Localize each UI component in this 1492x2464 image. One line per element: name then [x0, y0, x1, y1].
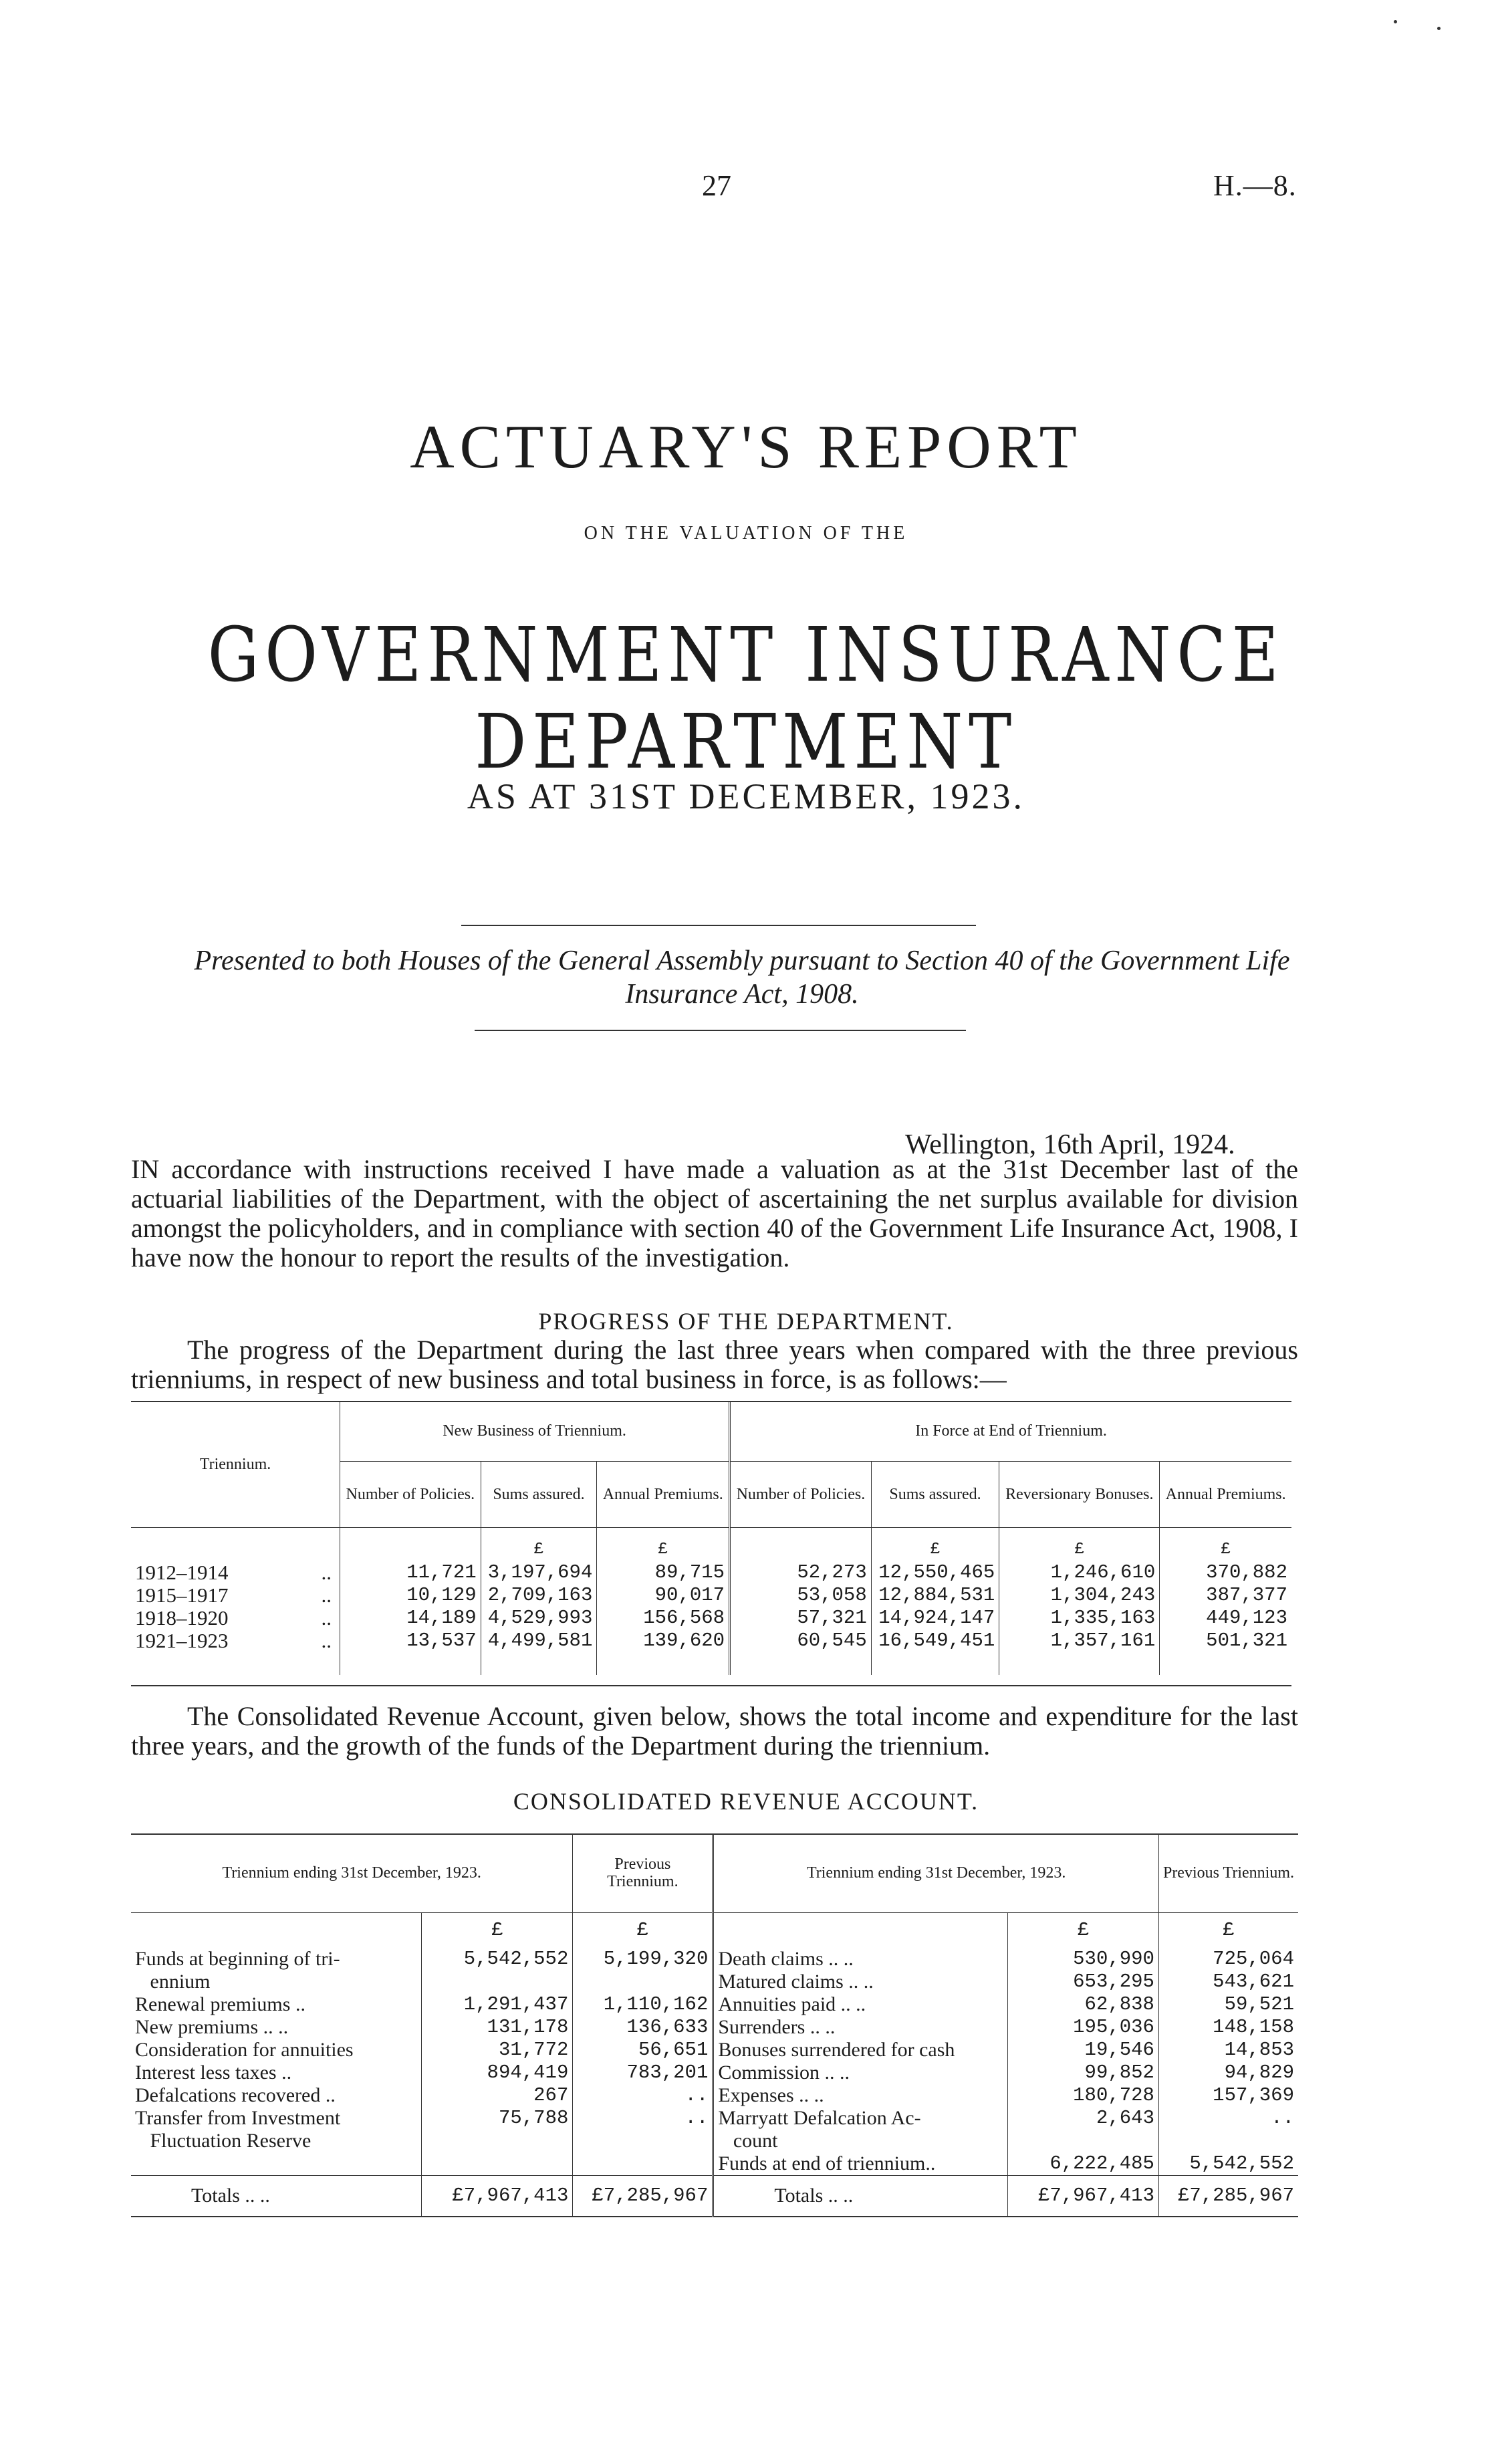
expenditure-header: Triennium ending 31st December, 1923. — [713, 1833, 1159, 1913]
table-cell: 3,197,694 — [481, 1561, 597, 1584]
total-income-current: £7,967,413 — [422, 2176, 573, 2217]
list-item: 31,772 — [498, 2039, 569, 2061]
new-business-header: New Business of Triennium. — [340, 1401, 730, 1462]
table-cell: 2,709,163 — [481, 1584, 597, 1607]
table-cell: 139,620 — [597, 1630, 730, 1652]
income-labels — [135, 1948, 417, 2152]
list-item: 267 — [533, 2084, 569, 2106]
list-item: Expenses .. .. — [718, 2084, 824, 2106]
list-item: 99,852 — [1084, 2061, 1154, 2084]
divider — [461, 925, 976, 926]
table-cell: 370,882 — [1160, 1561, 1291, 1584]
column-header: Sums assured. — [871, 1462, 999, 1528]
list-item: 180,728 — [1073, 2084, 1154, 2106]
document-reference: H.—8. — [1213, 169, 1297, 202]
list-item: Annuities paid .. .. — [718, 1993, 866, 2015]
list-item: 195,036 — [1073, 2016, 1154, 2038]
list-item: 783,201 — [626, 2061, 709, 2084]
list-item: 6,222,485 — [1049, 2152, 1154, 2174]
list-item: 131,178 — [487, 2016, 569, 2038]
list-item: .. — [1271, 2107, 1294, 2129]
department-title: GOVERNMENT INSURANCE DEPARTMENT — [207, 612, 1285, 786]
total-income-previous: £7,285,967 — [573, 2176, 713, 2217]
totals-row — [131, 2176, 1298, 2217]
table-cell: 14,924,147 — [871, 1607, 999, 1630]
leader-dots: .. — [321, 1629, 332, 1652]
list-item: Interest less taxes .. — [135, 2061, 292, 2084]
list-item: 56,651 — [638, 2039, 709, 2061]
list-item: Death claims .. .. — [718, 1948, 854, 1970]
table-cell: 57,321 — [730, 1607, 872, 1630]
list-item: 19,546 — [1084, 2039, 1154, 2061]
list-item: Marryatt Defalcation Ac- — [718, 2107, 921, 2129]
valuation-date: AS AT 31ST DECEMBER, 1923. — [467, 776, 1025, 816]
list-item: 653,295 — [1073, 1971, 1154, 1993]
table-cell: 1,304,243 — [999, 1584, 1160, 1607]
table-cell: 10,129 — [340, 1584, 481, 1607]
list-item: Renewal premiums .. — [135, 1993, 305, 2015]
list-item: 5,542,552 — [463, 1948, 569, 1970]
list-item: Matured claims .. .. — [718, 1971, 874, 1993]
column-header: Number of Policies. — [730, 1462, 872, 1528]
list-item: Consideration for annuities — [135, 2039, 354, 2061]
divider — [475, 1030, 966, 1031]
currency-label: £ — [491, 1919, 503, 1941]
list-item: 157,369 — [1213, 2084, 1294, 2106]
scan-speck — [1437, 27, 1441, 30]
list-item: 725,064 — [1213, 1948, 1294, 1970]
column-header: Sums assured. — [481, 1462, 597, 1528]
progress-table — [131, 1401, 1291, 1675]
list-item: 1,110,162 — [603, 1993, 709, 2015]
currency-label: £ — [1077, 1919, 1090, 1941]
totals-label: Totals .. .. — [713, 2176, 1008, 2217]
list-item — [1012, 2130, 1154, 2152]
list-item: 75,788 — [498, 2107, 569, 2129]
list-item — [577, 1971, 708, 1993]
list-item: 530,990 — [1073, 1948, 1154, 1970]
table-row — [131, 1561, 1291, 1584]
period-label: 1915–1917 — [135, 1583, 229, 1607]
leader-dots: .. — [321, 1606, 332, 1630]
list-item: .. — [685, 2107, 709, 2129]
column-header: Annual Premiums. — [1160, 1462, 1291, 1528]
progress-paragraph: The progress of the Department during the last three years when compared with the three previous trienniums, in respect of new business and total business in force, is as follows:— — [131, 1335, 1298, 1394]
list-item: 148,158 — [1213, 2016, 1294, 2038]
currency-label: £ — [1223, 1919, 1235, 1941]
total-expenditure-previous: £7,285,967 — [1158, 2176, 1298, 2217]
column-header: Reversionary Bonuses. — [999, 1462, 1160, 1528]
table-row — [131, 1584, 1291, 1607]
unit-label — [340, 1528, 481, 1562]
list-item: 1,291,437 — [463, 1993, 569, 2015]
list-item — [426, 1971, 568, 1993]
list-item: 5,542,552 — [1189, 2152, 1294, 2174]
report-subtitle: ON THE VALUATION OF THE — [584, 523, 908, 544]
period-label: 1918–1920 — [135, 1606, 229, 1630]
leader-dots: .. — [321, 1583, 332, 1607]
list-item: Funds at beginning of tri- — [135, 1948, 340, 1970]
list-item: .. — [685, 2084, 709, 2106]
table-cell: 12,884,531 — [871, 1584, 999, 1607]
list-item: 14,853 — [1224, 2039, 1294, 2061]
unit-label: £ — [597, 1528, 730, 1562]
list-item — [577, 2130, 708, 2152]
unit-label: £ — [871, 1528, 999, 1562]
in-force-header: In Force at End of Triennium. — [730, 1401, 1291, 1462]
column-header: Number of Policies. — [340, 1462, 481, 1528]
previous-header: Previous Triennium. — [573, 1833, 713, 1913]
page-number: 27 — [702, 169, 731, 202]
scan-speck — [1394, 20, 1397, 23]
list-item: ennium — [135, 1971, 211, 1993]
progress-heading: PROGRESS OF THE DEPARTMENT. — [538, 1308, 954, 1335]
totals-label: Totals .. .. — [131, 2176, 422, 2217]
list-item: Bonuses surrendered for cash — [718, 2039, 955, 2061]
list-item: count — [718, 2130, 778, 2152]
period-label: 1912–1914 — [135, 1561, 229, 1584]
table-cell: 11,721 — [340, 1561, 481, 1584]
expenditure-labels — [718, 1948, 1003, 2175]
period-label: 1921–1923 — [135, 1629, 229, 1652]
list-item: Surrenders .. .. — [718, 2016, 836, 2038]
table-cell: 52,273 — [730, 1561, 872, 1584]
revenue-intro-paragraph: The Consolidated Revenue Account, given below, shows the total income and expenditure for the last three years, and the growth of the funds of the Department during the triennium. — [131, 1701, 1298, 1761]
table-cell: 90,017 — [597, 1584, 730, 1607]
table-cell: 1,335,163 — [999, 1607, 1160, 1630]
unit-label: £ — [481, 1528, 597, 1562]
revenue-heading: CONSOLIDATED REVENUE ACCOUNT. — [513, 1788, 979, 1815]
table-cell: 12,550,465 — [871, 1561, 999, 1584]
list-item: 2,643 — [1096, 2107, 1154, 2129]
unit-label: £ — [1160, 1528, 1291, 1562]
list-item: Funds at end of triennium.. — [718, 2152, 936, 2174]
table-rule — [131, 1685, 1291, 1686]
list-item: 94,829 — [1224, 2061, 1294, 2084]
table-cell: 449,123 — [1160, 1607, 1291, 1630]
previous-header: Previous Triennium. — [1158, 1833, 1298, 1913]
list-item: New premiums .. .. — [135, 2016, 289, 2038]
list-item: Commission .. .. — [718, 2061, 850, 2084]
table-cell: 4,529,993 — [481, 1607, 597, 1630]
unit-label — [730, 1528, 872, 1562]
table-row — [131, 1630, 1291, 1652]
list-item: 136,633 — [626, 2016, 709, 2038]
list-item — [1163, 2130, 1294, 2152]
table-cell: 60,545 — [730, 1630, 872, 1652]
table-cell: 156,568 — [597, 1607, 730, 1630]
table-cell: 53,058 — [730, 1584, 872, 1607]
list-item: 62,838 — [1084, 1993, 1154, 2015]
list-item: Transfer from Investment — [135, 2107, 341, 2129]
table-cell: 16,549,451 — [871, 1630, 999, 1652]
intro-paragraph: IN accordance with instructions received I have made a valuation as at the 31st December last of the actuarial liabilities of the Department, with the object of ascertaining the net surplus available for division amongst the policyholders, and in compliance with section 40 of the Government Life Insurance Act, 1908, I have now the honour to report the results of the investigation. — [131, 1154, 1298, 1272]
currency-label: £ — [636, 1919, 649, 1941]
unit-label: £ — [999, 1528, 1160, 1562]
table-cell: 89,715 — [597, 1561, 730, 1584]
table-cell: 14,189 — [340, 1607, 481, 1630]
table-cell: 4,499,581 — [481, 1630, 597, 1652]
list-item — [426, 2130, 568, 2152]
place-date: Wellington, 16th April, 1924. — [905, 1129, 1235, 1160]
table-cell: 387,377 — [1160, 1584, 1291, 1607]
revenue-account-table — [131, 1833, 1298, 2217]
leader-dots: .. — [321, 1561, 332, 1584]
table-row — [131, 1607, 1291, 1630]
report-title: ACTUARY'S REPORT — [410, 413, 1082, 481]
list-item: 543,621 — [1213, 1971, 1294, 1993]
income-header: Triennium ending 31st December, 1923. — [131, 1833, 573, 1913]
triennium-header: Triennium. — [131, 1401, 340, 1528]
list-item: Fluctuation Reserve — [135, 2130, 312, 2152]
list-item: Defalcations recovered .. — [135, 2084, 336, 2106]
table-cell: 13,537 — [340, 1630, 481, 1652]
table-cell: 1,357,161 — [999, 1630, 1160, 1652]
list-item: 894,419 — [487, 2061, 569, 2084]
list-item: 59,521 — [1224, 1993, 1294, 2015]
table-cell: 1,246,610 — [999, 1561, 1160, 1584]
list-item: 5,199,320 — [603, 1948, 709, 1970]
total-expenditure-current: £7,967,413 — [1008, 2176, 1159, 2217]
presented-note: Presented to both Houses of the General Assembly pursuant to Section 40 of the Government Life Insurance Act, 1908. — [194, 945, 1290, 1010]
table-cell: 501,321 — [1160, 1630, 1291, 1652]
column-header: Annual Premiums. — [597, 1462, 730, 1528]
